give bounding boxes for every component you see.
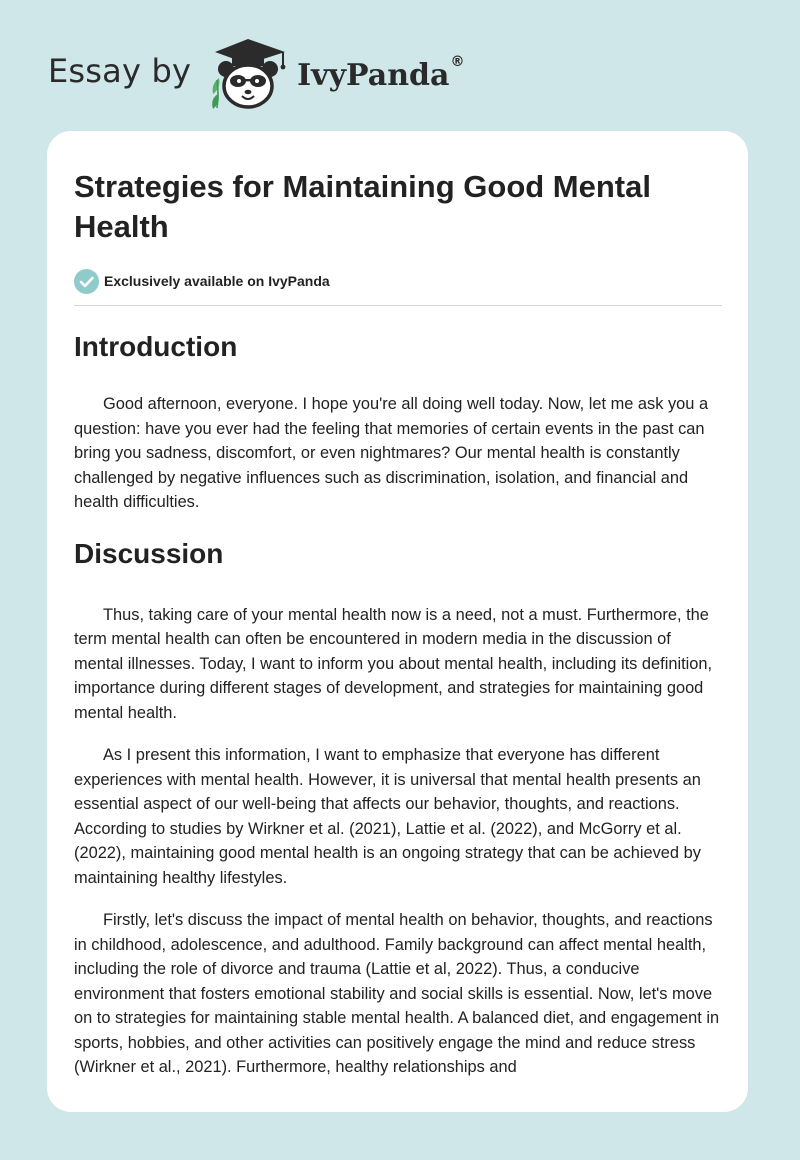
brand-name-text: IvyPanda (297, 57, 450, 93)
paragraph: Good afternoon, everyone. I hope you're all doing well today. Now, let me ask you a question: have you ever had the feeling that memories of certain events in the past can bring you sadness, discomfort, or even nightmares? Our mental health is constantly challenged by negative influences such as discrimination, isolation, and financial and health difficulties. (74, 395, 709, 511)
essay-card (47, 131, 748, 1112)
badge-text: Exclusively available on IvyPanda (104, 273, 330, 289)
divider (74, 305, 722, 306)
paragraph: Thus, taking care of your mental health now is a need, not a must. Furthermore, the term mental health can often be encountered in modern media in the discussion of mental illnesses. Today, I want to inform you about mental health, including its definition, importance during different stages of development, and strategies for maintaining good mental health. (74, 605, 713, 722)
page-title: Strategies for Maintaining Good Mental Health (74, 169, 651, 244)
brand-prefix: Essay by (48, 52, 192, 90)
section-heading-discussion: Discussion (74, 537, 224, 569)
section-heading-introduction: Introduction (74, 331, 238, 362)
brand-name[interactable] (297, 53, 465, 93)
site-header (48, 34, 464, 114)
registered-mark: ® (450, 53, 465, 70)
exclusive-badge (74, 268, 722, 294)
paragraph: Firstly, let's discuss the impact of mental health on behavior, thoughts, and reactions in childhood, adolescence, and adulthood. Family background can affect mental health, including the role of divorce and trauma (Lattie et al, 2022). Thus, a conducive environment that fosters emotional stability and social skills is essential. Now, let's move on to strategies for maintaining stable mental health. A balanced diet, and engagement in sports, hobbies, and other activities can positively engage the mind and reduce stress (Wirkner et al., 2021). Furthermore, healthy relationships and (74, 911, 720, 1076)
check-circle-icon (74, 269, 99, 294)
paragraph: As I present this information, I want to emphasize that everyone has different experiences with mental health. However, it is universal that mental health presents an essential aspect of our well-being that affects our behavior, thoughts, and reactions. According to studies by Wirkner et al. (2021), Lattie et al. (2022), and McGorry et al. (2022), maintaining good mental health is an ongoing strategy that can be achieved by maintaining healthy lifestyles. (74, 746, 701, 887)
panda-graduate-icon[interactable] (205, 36, 291, 112)
